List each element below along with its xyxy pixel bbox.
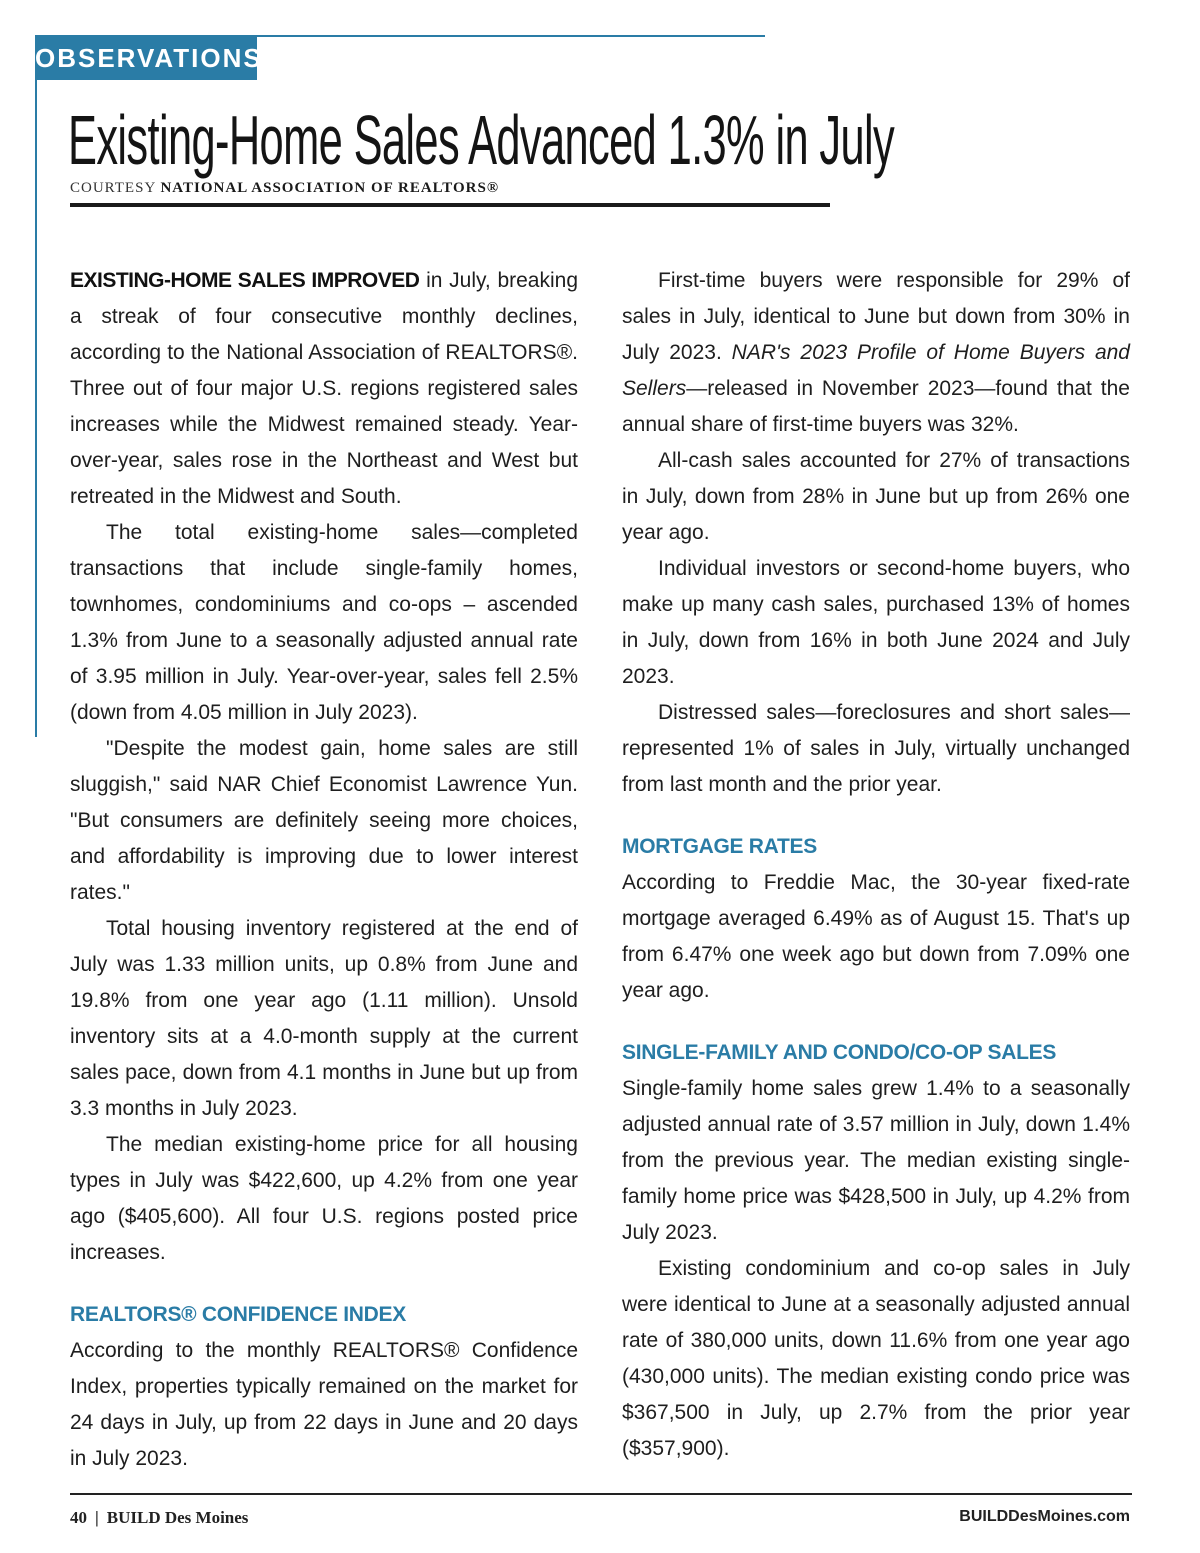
article-headline: Existing-Home Sales Advanced 1.3% in July [68, 101, 895, 179]
footer-separator: | [95, 1508, 99, 1527]
paragraph: Single-family home sales grew 1.4% to a seasonally adjusted annual rate of 3.57 million in July, down 1.4% from the previous year. The median existing single-family home price was $428,500 in July, up 4.2% from July 2023. [622, 1077, 1130, 1244]
right-column [622, 263, 1130, 1467]
footer-left [70, 1508, 248, 1528]
paragraph [622, 263, 1130, 443]
lead-in: EXISTING-HOME SALES IMPROVED [70, 269, 420, 292]
paragraph [70, 263, 578, 515]
paragraph-text: in July, breaking a streak of four consecutive monthly declines, according to the National Association of REALTORS®. Three out of four major U.S. regions registered sales increases while the Midwest remained steady. Year-over-year, sales rose in the Northeast and West but retreated in the Midwest and South. [70, 269, 578, 508]
paragraph: All-cash sales accounted for 27% of transactions in July, down from 28% in June but up from 26% one year ago. [622, 449, 1130, 544]
subheading-confidence-index: REALTORS® CONFIDENCE INDEX [70, 1303, 406, 1326]
subheading-single-family-condo: SINGLE-FAMILY AND CONDO/CO-OP SALES [622, 1041, 1057, 1064]
subheading-mortgage-rates: MORTGAGE RATES [622, 835, 817, 858]
report-title: NAR's 2023 Profile of Home Buyers and Sellers [622, 341, 1130, 400]
paragraph: Distressed sales—foreclosures and short sales—represented 1% of sales in July, virtually unchanged from last month and the prior year. [622, 701, 1130, 796]
paragraph: According to the monthly REALTORS® Confidence Index, properties typically remained on the market for 24 days in July, up from 22 days in June and 20 days in July 2023. [70, 1339, 578, 1470]
frame-left-rule [35, 35, 37, 737]
title-rule [70, 203, 830, 207]
paragraph-text: First-time buyers were responsible for 29% of sales in July, identical to June but down from 30% in July 2023. [622, 269, 1130, 364]
section-label: OBSERVATIONS [35, 37, 257, 80]
paragraph: According to Freddie Mac, the 30-year fixed-rate mortgage averaged 6.49% as of August 15. That's up from 6.47% one week ago but down from 7.09% one year ago. [622, 871, 1130, 1002]
publication-name: BUILD Des Moines [106, 1508, 249, 1527]
footer-rule [70, 1493, 1132, 1495]
paragraph: Existing condominium and co-op sales in July were identical to June at a seasonally adjusted annual rate of 380,000 units, down 11.6% from one year ago (430,000 units). The median existing condo price was $367,500 in July, up 2.7% from the prior year ($357,900). [622, 1257, 1130, 1460]
website-link[interactable]: BUILDDesMoines.com [959, 1508, 1130, 1525]
paragraph-text: —released in November 2023—found that the annual share of first-time buyers was 32%. [622, 377, 1130, 436]
paragraph: The median existing-home price for all housing types in July was $422,600, up 4.2% from one year ago ($405,600). All four U.S. regions posted price increases. [70, 1133, 578, 1264]
paragraph: "Despite the modest gain, home sales are still sluggish," said NAR Chief Economist Lawrence Yun. "But consumers are definitely seeing more choices, and affordability is improving due to lower interest rates." [70, 737, 578, 904]
paragraph: Total housing inventory registered at the end of July was 1.33 million units, up 0.8% from June and 19.8% from one year ago (1.11 million). Unsold inventory sits at a 4.0-month supply at the current sales pace, down from 4.1 months in June but up from 3.3 months in July 2023. [70, 917, 578, 1120]
page-number: 40 [70, 1508, 87, 1527]
paragraph: Individual investors or second-home buyers, who make up many cash sales, purchased 13% of homes in July, down from 16% in both June 2024 and July 2023. [622, 557, 1130, 688]
paragraph: The total existing-home sales—completed transactions that include single-family homes, townhomes, condominiums and co-ops – ascended 1.3% from June to a seasonally adjusted annual rate of 3.95 million in July. Year-over-year, sales fell 2.5% (down from 4.05 million in July 2023). [70, 521, 578, 724]
courtesy-line [70, 180, 499, 197]
courtesy-prefix: COURTESY [70, 180, 156, 196]
left-column [70, 263, 578, 1477]
courtesy-org: NATIONAL ASSOCIATION OF REALTORS® [160, 180, 500, 196]
